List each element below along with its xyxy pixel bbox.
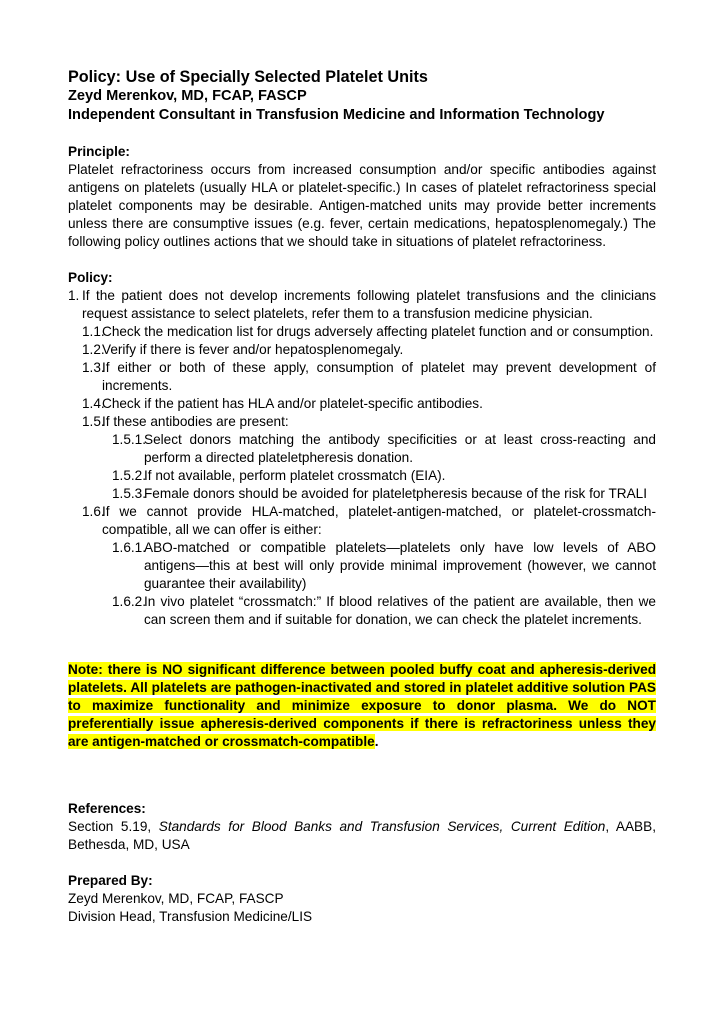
item-text: Check if the patient has HLA and/or platelet-specific antibodies. [102,396,483,411]
policy-item-1-2 [68,341,656,359]
reference-entry [68,818,656,854]
item-number: 1.3. [82,360,105,375]
item-number: 1.5.2. [112,468,147,483]
item-text: If the patient does not develop increments following platelet transfusions and the clinicians request assistance to select platelets, refer them to a transfusion medicine physician. [82,288,656,321]
policy-list [68,287,656,629]
item-text: If these antibodies are present: [102,414,289,429]
note-trailing-period: . [374,733,379,749]
policy-document [68,68,656,926]
policy-item-1-5-3 [68,485,656,503]
policy-item-1-5-2 [68,467,656,485]
item-number: 1. [68,288,80,303]
item-text: Female donors should be avoided for plateletpheresis because of the risk for TRALI [144,486,648,501]
policy-item-1-6-2 [68,593,656,629]
item-number: 1.4. [82,396,105,411]
policy-item-1-4 [68,395,656,413]
author-role: Independent Consultant in Transfusion Medicine and Information Technology [68,107,605,123]
references-heading: References: [68,801,146,817]
document-title: Policy: Use of Specially Selected Platelet Units [68,68,428,86]
item-text: In vivo platelet “crossmatch:” If blood relatives of the patient are available, then we can screen them and if suitable for donation, we can check the platelet increments. [144,594,656,627]
item-text: If either or both of these apply, consumption of platelet may prevent development of increments. [102,360,656,393]
reference-suffix: , AABB, Bethesda, MD, USA [68,819,656,853]
reference-prefix: Section 5.19, [68,819,159,835]
item-number: 1.5.1. [112,432,147,447]
principle-text: Platelet refractoriness occurs from increased consumption and/or specific antibodies against antigens on platelets (usually HLA or platelet-specific.) In cases of platelet refractoriness special platelet components may be desirable. Antigen-matched units may provide better increments unless there are consumptive issues (e.g. fever, certain medications, hepatosplenomegaly.) The following policy outlines actions that we should take in situations of platelet refractoriness. [68,162,656,249]
item-text: Check the medication list for drugs adversely affecting platelet function and or consumption. [102,324,654,339]
policy-item-1 [68,287,656,323]
preparer-name: Zeyd Merenkov, MD, FCAP, FASCP [68,891,284,907]
item-text: If not available, perform platelet crossmatch (EIA). [144,468,446,483]
item-text: Verify if there is fever and/or hepatosplenomegaly. [102,342,404,357]
policy-item-1-5-1 [68,431,656,467]
note-highlight: Note: there is NO significant difference between pooled buffy coat and apheresis-derived platelets. All platelets are pathogen-inactivated and stored in platelet additive solution PAS to maximize functionality and minimize exposure to donor plasma. We do NOT preferentially issue apheresis-derived components if there is refractoriness unless they are antigen-matched or crossmatch-compatible [68,661,656,749]
author-name: Zeyd Merenkov, MD, FCAP, FASCP [68,88,307,104]
policy-item-1-3 [68,359,656,395]
policy-item-1-6 [68,503,656,539]
item-text: ABO-matched or compatible platelets—platelets only have low levels of ABO antigens—this at best will only provide minimal improvement (however, we cannot guarantee their availability) [144,540,656,591]
item-number: 1.6.2. [112,594,147,609]
item-number: 1.6.1. [112,540,147,555]
reference-title: Standards for Blood Banks and Transfusion Services, Current Edition [158,819,606,835]
highlighted-note [68,661,656,751]
item-number: 1.6. [82,504,105,519]
policy-item-1-5 [68,413,656,431]
item-text: If we cannot provide HLA-matched, platelet-antigen-matched, or platelet-crossmatch-compatible, all we can offer is either: [102,504,656,537]
preparer-position: Division Head, Transfusion Medicine/LIS [68,909,313,925]
item-text: Select donors matching the antibody specificities or at least cross-reacting and perform a directed plateletpheresis donation. [144,432,656,465]
policy-item-1-6-1 [68,539,656,593]
item-number: 1.5.3. [112,486,147,501]
item-number: 1.5. [82,414,105,429]
item-number: 1.2. [82,342,105,357]
policy-item-1-1 [68,323,656,341]
principle-heading: Principle: [68,144,130,159]
item-number: 1.1. [82,324,105,339]
prepared-by-heading: Prepared By: [68,873,153,889]
policy-heading: Policy: [68,270,113,285]
